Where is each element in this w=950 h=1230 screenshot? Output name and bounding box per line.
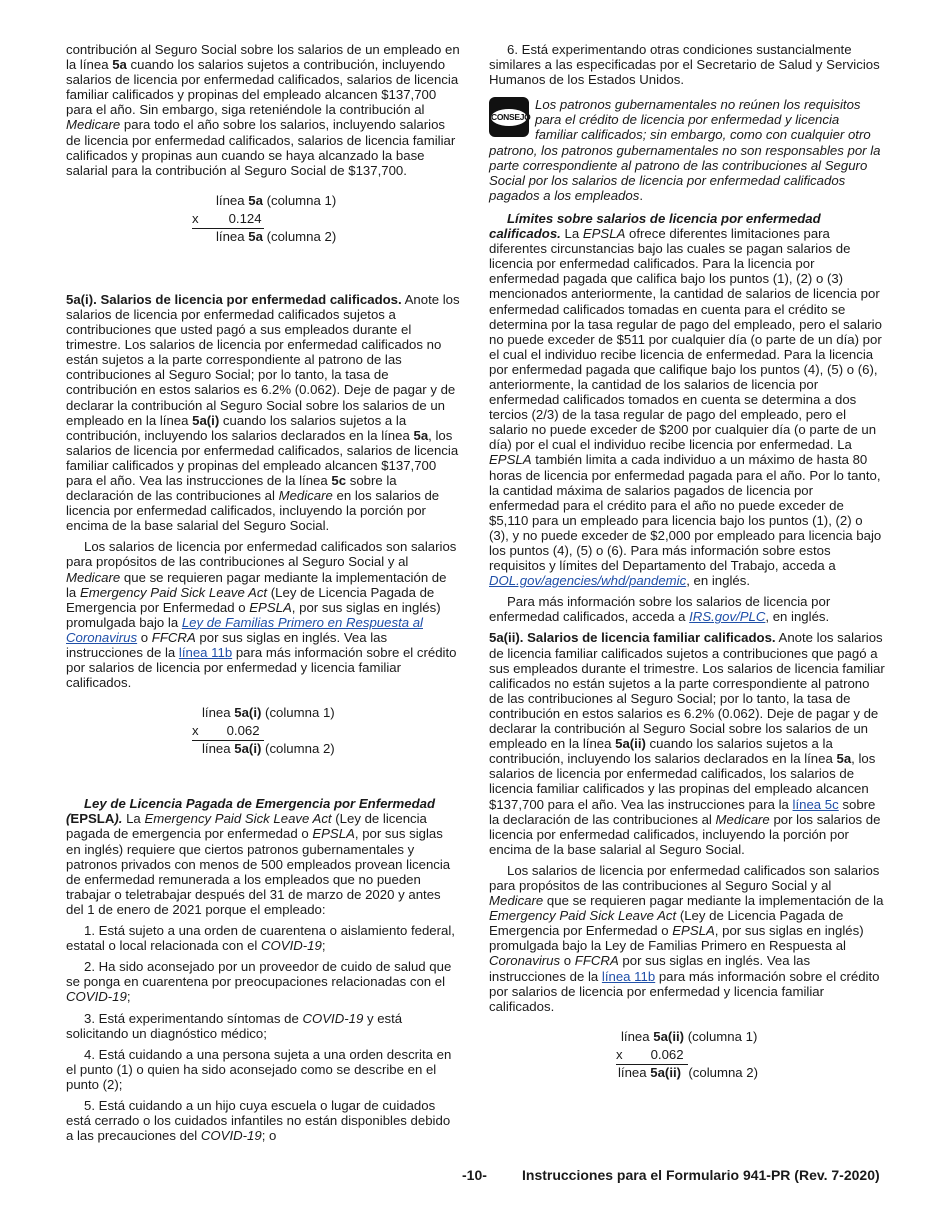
calc-rule [192, 740, 264, 741]
text-run: Para más información sobre los salarios de licencia por enfermedad calificados, acceda a [489, 594, 831, 625]
text-run: sobre la declaración de las contribuciones al [489, 796, 876, 827]
text-run: en los salarios de licencia por enfermedad calificados, incluyendo la porción por encima de la base salarial del Seguro Social. [66, 488, 440, 534]
text-run: 5a(ii). Salarios de licencia familiar calificados. [489, 630, 776, 646]
tip-text [489, 97, 885, 203]
paragraph-more-info [489, 594, 885, 624]
text-run: sobre la declaración de las contribuciones al [66, 472, 397, 504]
paragraph-limits [489, 211, 885, 588]
text-run: Coronavirus [489, 953, 561, 969]
list-item [489, 42, 885, 87]
text-run: por los salarios de licencia por enfermedad calificados, incluyendo la porción por encima de la base salarial al Seguro Social. [489, 811, 881, 857]
text-run: contribución al Seguro Social sobre los salarios de un empleado en la línea [66, 42, 460, 73]
text-run: , en inglés. [686, 573, 750, 589]
text-run: EPSLA [70, 811, 115, 827]
paragraph-ss-limit [66, 42, 460, 178]
text-run: 5a(i). Salarios de licencia por enfermedad calificados. [66, 291, 402, 307]
text-run: o [560, 953, 575, 969]
text-run: o [137, 629, 152, 645]
text-run: y está solicitando un diagnóstico médico; [66, 1010, 403, 1041]
text-run: EPSLA [312, 826, 355, 842]
text-run: por sus siglas en inglés. Vea las instrucciones de la [66, 629, 388, 660]
text-run: ; [126, 989, 131, 1005]
text-run: Los salarios de licencia por enfermedad calificados son salarios para propósitos de las contribuciones al Seguro Social y al [66, 539, 457, 570]
consejo-icon: CONSEJO [489, 97, 529, 137]
text-run: COVID-19 [302, 1010, 364, 1026]
text-run: 2. Ha sido aconsejado por un proveedor de cuido de salud que se ponga en cuarentena por preocupaciones relacionadas con el [66, 959, 452, 990]
left-column [66, 42, 460, 1149]
text-run: 5a [836, 751, 852, 767]
text-run: 5. Está cuidando a un hijo cuya escuela o lugar de cuidados está cerrado o los cuidados infantiles no están disponibles debido a las precauciones del [66, 1097, 451, 1144]
calc-rule [616, 1064, 688, 1065]
text-run: COVID-19 [200, 1128, 262, 1144]
hyperlink[interactable]: línea 5c [792, 796, 839, 812]
text-run: Los salarios de licencia por enfermedad calificados son salarios para propósitos de las contribuciones al Seguro Social y al [489, 862, 880, 893]
text-run: La [122, 811, 145, 827]
hyperlink[interactable]: línea 11b [601, 968, 656, 984]
hyperlink[interactable]: Ley de Familias Primero en Respuesta al Coronavirus [66, 614, 423, 645]
text-run: , por sus siglas en inglés) promulgada bajo la [66, 599, 441, 630]
text-run: Los patronos gubernamentales no reúnen los requisitos para el crédito de licencia por enfermedad y licencia familiar calificados; sin embargo, como con cualquier otro patrono, los patronos gubernamentales no son responsables por la parte correspondiente al patrono de las contribuciones al Seguro Social por los salarios de licencia por enfermedad calificados pagados a los empleados [489, 97, 881, 203]
text-run: ; [321, 938, 326, 954]
hyperlink[interactable]: línea 11b [178, 645, 233, 660]
list-item [66, 1047, 460, 1092]
text-run: La [560, 226, 583, 242]
text-run: 1. Está sujeto a una orden de cuarentena o aislamiento federal, estatal o local relacionada con el [66, 923, 455, 954]
paragraph-5aii-wages [489, 863, 885, 1014]
calc-line-5aii: línea 5a(ii) (columna 1) x 0.062 línea 5a(ii) (columna 2) [616, 1028, 759, 1080]
text-run: ; o [261, 1128, 277, 1144]
text-run: que se requieren pagar mediante la implementación de la [543, 893, 884, 909]
paragraph-5aii [489, 630, 885, 856]
text-run: COVID-19 [261, 938, 322, 954]
text-run: EPSLA [489, 452, 532, 468]
text-run: por sus siglas en inglés. Vea las instrucciones de la [489, 953, 811, 984]
list-item [66, 1011, 460, 1041]
text-run: ). [114, 811, 123, 827]
text-run: 4. Está cuidando a una persona sujeta a una orden descrita en el punto (1) o quien ha sido aconsejado como se describe en el punto (2); [66, 1046, 452, 1092]
text-run: EPSLA [582, 226, 626, 242]
text-run: para más información sobre el crédito por salarios de licencia por enfermedad y licencia familiar calificados. [66, 645, 457, 691]
text-run: . [639, 187, 643, 203]
text-run: 5c [331, 472, 347, 488]
text-run: cuando los salarios sujetos a la contribución, incluyendo los salarios declarados en la línea [489, 736, 837, 767]
text-run: Ley de Licencia Pagada de Emergencia por Enfermedad ( [66, 796, 436, 827]
text-run: , los salarios de licencia por enfermedad calificados, los salarios de licencia familiar calificados y las propinas del empleado alcancen $137,700 para el año. Vea las instrucciones para la [489, 751, 876, 812]
text-run: cuando los salarios sujetos a contribución, incluyendo salarios de licencia por enfermedad calificados, salarios de licencia familiar calificados y propinas del empleado alcancen $137,700 para el año. Sin embargo, siga reteniéndole la contribución al [66, 57, 459, 118]
text-run: FFCRA [574, 953, 619, 969]
text-run: Medicare [66, 569, 121, 585]
text-run: 5a(ii) [615, 736, 646, 752]
text-run: , los salarios de licencia por enfermedad calificados, salarios de licencia familiar calificados y propinas del empleado alcancen $137,700 para el año. Vea las instrucciones de la línea [66, 427, 459, 488]
text-run: Emergency Paid Sick Leave Act [489, 908, 677, 924]
text-run: , por sus siglas en inglés) requiere que ciertos patronos gubernamentales y patronos privados con menos de 500 empleados provean licencia de enfermedad remunerada a los empleados que no pueden trabajar o teletrabajar después del 31 de marzo de 2020 y antes del 1 de enero de 2021 porque el empleado: [66, 826, 451, 917]
text-run: Medicare [66, 117, 121, 133]
text-run: EPSLA [672, 923, 715, 939]
text-run: Medicare [489, 893, 544, 909]
page-number: -10- [462, 1167, 487, 1183]
text-run: 3. Está experimentando síntomas de [84, 1010, 303, 1026]
text-run: 5a [413, 427, 429, 443]
text-run: para todo el año sobre los salarios, incluyendo salarios de licencia por enfermedad calificados, salarios de licencia familiar calificados y propinas aun cuando se haya alcanzado la base salarial para la contribución al Seguro Social de $137,700. [66, 117, 456, 178]
text-run: COVID-19 [66, 989, 127, 1005]
text-run: Medicare [715, 811, 770, 827]
text-run: para más información sobre el crédito por salarios de licencia por enfermedad y licencia familiar calificados. [489, 968, 880, 1014]
text-run: Medicare [278, 488, 333, 504]
paragraph-5ai-wages [66, 539, 460, 690]
text-run: que se requieren pagar mediante la implementación de la [66, 569, 447, 600]
text-run: cuando los salarios sujetos a la contribución, incluyendo los salarios declarados en la línea [66, 412, 414, 443]
text-run: Anote los salarios de licencia familiar calificados sujetos a contribuciones que pagó a sus empleados durante el trimestre. Los salarios de licencia familiar calificados no están sujetos a la parte correspondiente al patrono de las contribuciones al Seguro Social; por lo tanto, la tasa de contribución en estos salarios es 6.2% (0.062). Deje de pagar y de declarar la contribución al Seguro Social sobre los salarios de un empleado en la línea [489, 630, 885, 752]
text-run: , en inglés. [765, 609, 830, 625]
calc-line-5ai: línea 5a(i) (columna 1) x 0.062 línea 5a(i) (columna 2) [192, 705, 335, 757]
paragraph-5ai [66, 292, 460, 534]
text-run: 5a [112, 57, 127, 73]
footer-title: Instrucciones para el Formulario 941-PR (Rev. 7-2020) [522, 1167, 880, 1183]
list-item [66, 959, 460, 1004]
list-item [66, 923, 460, 953]
hyperlink[interactable]: IRS.gov/PLC [689, 609, 766, 625]
calc-rule [192, 228, 264, 229]
text-run: (Ley de Licencia Pagada de Emergencia por Enfermedad o [66, 584, 435, 615]
text-run: FFCRA [151, 629, 196, 645]
text-run: EPSLA [249, 599, 292, 615]
text-run: 5a(i) [192, 412, 220, 428]
text-run: también limita a cada individuo a un máximo de hasta 80 horas de licencia por enfermedad pagada para el año. Por lo tanto, la cantidad máxima de salarios pagados de licencia por enfermedad para el crédito para el año no puede exceder de $5,110 para un empleado para licencia bajo los puntos (1), (2) o (3), y no puede exceder de $2,000 por empleado para licencia bajo los puntos (4), (5) o (6). Para más información sobre estos requisitos y límites del Departamento del Trabajo, acceda a [489, 452, 882, 574]
text-run: Emergency Paid Sick Leave Act [144, 811, 332, 827]
tip-box [489, 97, 885, 203]
text-run: Anote los salarios de licencia por enfermedad calificados sujetos a contribuciones que usted pagó a sus empleados durante el trimestre. Los salarios de licencia por enfermedad calificados no están sujetos a la parte correspondiente al patrono de las contribuciones al Seguro Social; por lo tanto, la tasa de contribución en estos salarios es 6.2% (0.062). Deje de pagar y de declarar la contribución al Seguro Social sobre los salarios de un empleado en la línea [66, 291, 460, 428]
text-run: (Ley de licencia pagada de emergencia por enfermedad o [66, 811, 427, 842]
paragraph-epsla [66, 796, 460, 917]
text-run: , por sus siglas en inglés) promulgada bajo la Ley de Familias Primero en Respuesta al [489, 923, 864, 954]
text-run: Emergency Paid Sick Leave Act [79, 584, 268, 600]
text-run: Límites sobre salarios de licencia por enfermedad calificados. [489, 210, 821, 242]
text-run: 6. Está experimentando otras condiciones sustancialmente similares a las especificadas por el Secretario de Salud y Servicios Humanos de los Estados Unidos. [489, 42, 880, 88]
calc-line-5a: línea 5a (columna 1) x 0.124 línea 5a (columna 2) [192, 192, 337, 244]
list-item [66, 1098, 460, 1143]
text-run: (Ley de Licencia Pagada de Emergencia por Enfermedad o [489, 908, 844, 939]
hyperlink[interactable]: DOL.gov/agencies/whd/pandemic [489, 573, 687, 589]
text-run: ofrece diferentes limitaciones para diferentes circunstancias bajo las cuales se pagan salarios de licencia por enfermedad calificados. Para la licencia por enfermedad pagada que califica bajo los puntos (1), (2) o (3) mencionados anteriormente, la cantidad de salarios de licencia por enfermedad calificados tomadas en cuenta para el crédito se determina por la tasa regular de pago del empleado, pero el salario no puede exceder de $511 por cualquier día (o parte de un día) por el cual el individuo recibe licencia de enfermedad. Para la licencia por enfermedad pagada que califique bajo los puntos (4), (5) o (6), anteriormente, la cantidad de los salarios de licencia por enfermedad calificados tomados en cuenta se determina a dos tercios (2/3) de la tasa regular de pago del empleado, pero el salario no puede exceder de $200 por cualquier día (o parte de un día) por el cual el individuo recibe licencia por enfermedad. La [489, 226, 882, 453]
right-column [489, 42, 885, 1082]
